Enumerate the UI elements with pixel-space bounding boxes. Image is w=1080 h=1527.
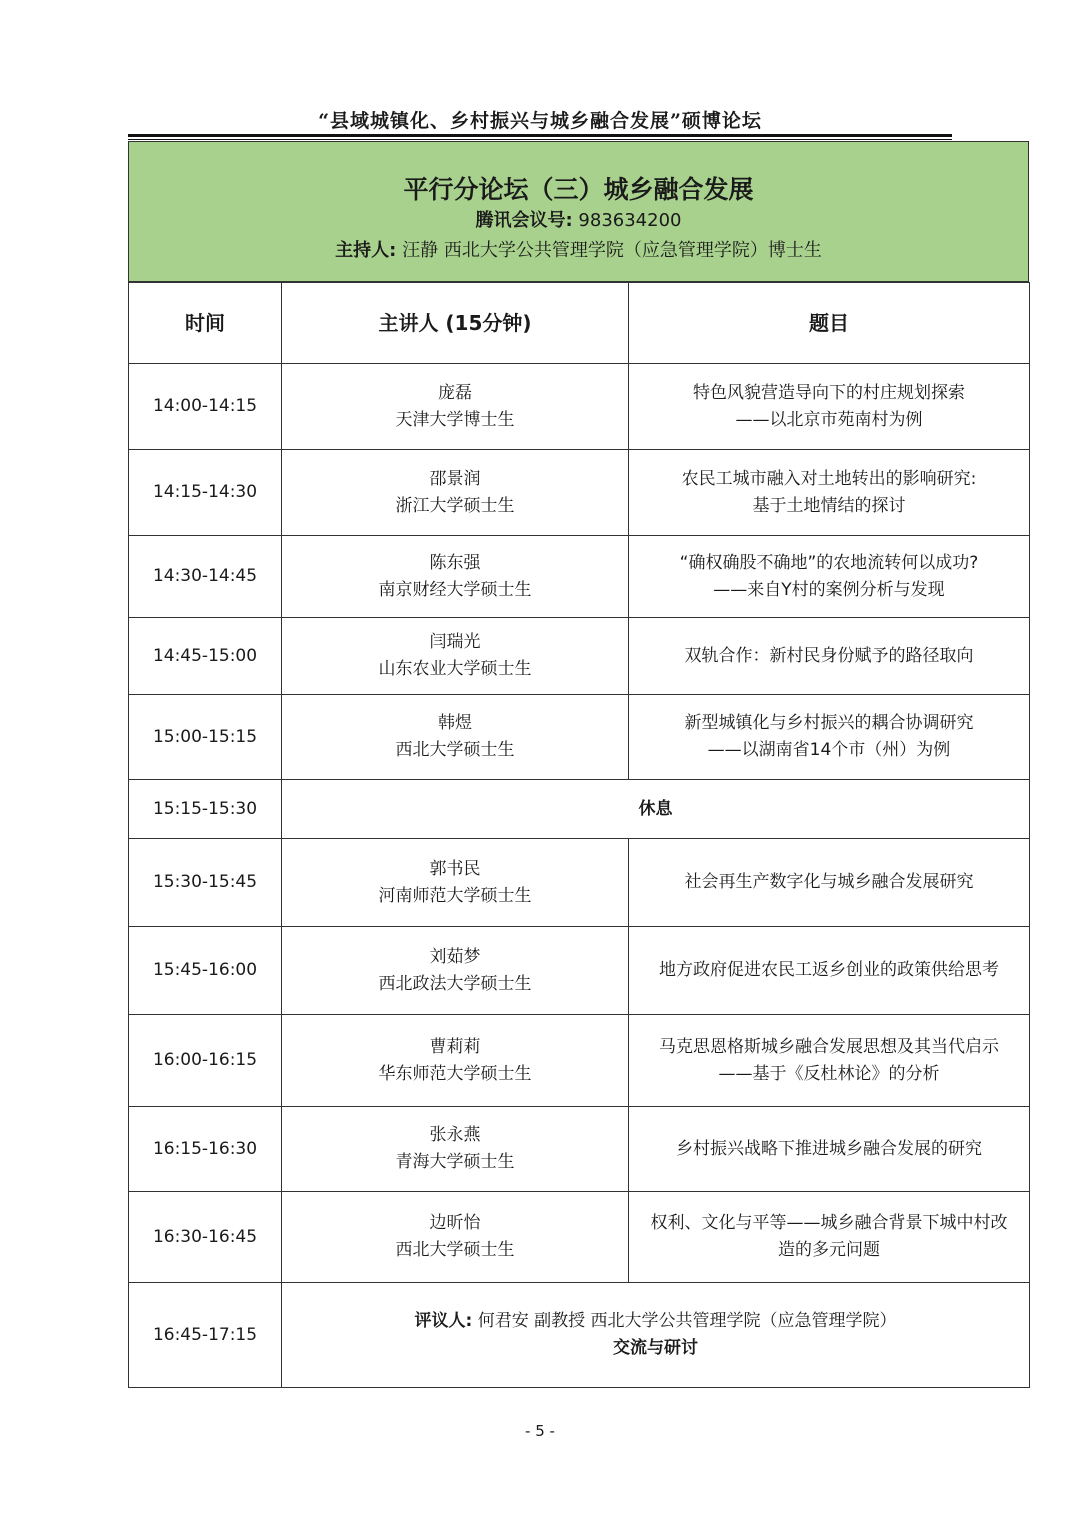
review-cell [282,1283,1030,1388]
topic-line-1: 社会再生产数字化与城乡融合发展研究 [684,872,974,892]
table-row [129,1015,1030,1107]
speaker-name: 闫瑞光 [429,632,481,652]
row-time: 14:45-15:00 [129,618,282,695]
speaker-name: 陈东强 [429,552,481,573]
topic-line-1: 农民工城市融入对土地转出的影响研究: [681,468,977,489]
session-title: 平行分论坛（三）城乡融合发展 [403,175,754,204]
row-time: 15:00-15:15 [129,695,282,780]
topic-line-2: 基于土地情结的探讨 [752,495,906,516]
speaker-name: 郭书民 [429,858,481,879]
table-row [129,450,1030,536]
speaker-affiliation: 天津大学博士生 [395,409,515,430]
header-topic: 题目 [629,283,1030,364]
speaker-name: 韩煜 [438,713,472,733]
review-time: 16:45-17:15 [129,1283,282,1388]
row-time: 14:15-14:30 [129,450,282,536]
break-time: 15:15-15:30 [129,780,282,839]
speaker-name: 邵景润 [429,468,481,489]
topic-line-1: 特色风貌营造导向下的村庄规划探索 [693,382,965,403]
row-topic [629,927,1030,1015]
table-row [129,839,1030,927]
topic-line-1: 新型城镇化与乡村振兴的耦合协调研究 [684,713,974,733]
speaker-affiliation: 河南师范大学硕士生 [378,885,532,906]
row-topic [629,364,1030,450]
table-row [129,927,1030,1015]
row-speaker [282,364,629,450]
host-label: 主持人: [335,240,397,261]
speaker-name: 刘茹梦 [429,946,481,967]
row-time: 15:30-15:45 [129,839,282,927]
row-topic [629,618,1030,695]
reviewer-label: 评议人: [414,1311,473,1331]
topic-line-1: “确权确股不确地”的农地流转何以成功? [679,552,979,573]
meeting-info [129,206,1028,232]
meeting-label: 腾讯会议号: [475,210,573,231]
speaker-affiliation: 西北大学硕士生 [395,740,515,760]
reviewer-text: 何君安 副教授 西北大学公共管理学院（应急管理学院） [477,1311,897,1331]
row-topic [629,839,1030,927]
review-row [129,1283,1030,1388]
table-header-row [129,283,1030,364]
topic-line-2: ——以北京市苑南村为例 [735,409,923,430]
host-text: 汪静 西北大学公共管理学院（应急管理学院）博士生 [402,240,822,261]
topic-line-2: ——基于《反杜林论》的分析 [718,1063,940,1084]
topic-line-2: ——来自Y村的案例分析与发现 [713,579,945,600]
row-time: 16:00-16:15 [129,1015,282,1107]
schedule-table [128,282,1030,1388]
row-topic [629,1107,1030,1192]
topic-line-2: ——以湖南省14个市（州）为例 [707,740,951,760]
topic-line-1: 地方政府促进农民工返乡创业的政策供给思考 [659,960,999,980]
speaker-affiliation: 南京财经大学硕士生 [378,579,532,600]
row-time: 14:30-14:45 [129,536,282,618]
topic-line-1: 权利、文化与平等——城乡融合背景下城中村改 [650,1213,1008,1233]
speaker-name: 庞磊 [438,382,472,403]
table-row [129,695,1030,780]
row-speaker [282,839,629,927]
row-time: 15:45-16:00 [129,927,282,1015]
row-speaker [282,618,629,695]
table-row [129,618,1030,695]
row-speaker [282,927,629,1015]
row-time: 14:00-14:15 [129,364,282,450]
row-time: 16:30-16:45 [129,1192,282,1283]
topic-line-1: 双轨合作：新村民身份赋予的路径取向 [684,645,974,666]
document-header-title: “县域城镇化、乡村振兴与城乡融合发展”硕博论坛 [318,110,762,132]
page-number: - 5 - [525,1422,555,1440]
speaker-name: 张永燕 [429,1125,481,1145]
table-row [129,536,1030,618]
header-rule [128,134,952,137]
row-topic [629,536,1030,618]
speaker-affiliation: 青海大学硕士生 [395,1152,515,1172]
header-rule-thin [128,139,952,140]
break-row [129,780,1030,839]
row-speaker [282,1192,629,1283]
speaker-affiliation: 西北政法大学硕士生 [378,973,532,994]
row-speaker [282,450,629,536]
speaker-name: 曹莉莉 [429,1036,481,1057]
row-topic [629,450,1030,536]
row-topic [629,695,1030,780]
host-info [129,236,1028,262]
session-banner [128,141,1029,282]
header-speaker: 主讲人 (15分钟) [282,283,629,364]
speaker-name: 边昕怡 [429,1213,481,1233]
topic-line-1: 乡村振兴战略下推进城乡融合发展的研究 [676,1138,982,1159]
row-speaker [282,1107,629,1192]
row-speaker [282,1015,629,1107]
meeting-id: 983634200 [578,210,682,231]
table-row [129,364,1030,450]
row-topic [629,1015,1030,1107]
speaker-affiliation: 浙江大学硕士生 [395,495,515,516]
row-time: 16:15-16:30 [129,1107,282,1192]
row-speaker [282,695,629,780]
table-row [129,1107,1030,1192]
topic-line-1: 马克思恩格斯城乡融合发展思想及其当代启示 [659,1036,999,1057]
table-row [129,1192,1030,1283]
speaker-affiliation: 华东师范大学硕士生 [378,1063,532,1084]
discussion-label: 交流与研讨 [613,1338,698,1358]
header-time: 时间 [129,283,282,364]
speaker-affiliation: 山东农业大学硕士生 [378,659,532,679]
row-speaker [282,536,629,618]
topic-line-2: 造的多元问题 [778,1240,880,1260]
speaker-affiliation: 西北大学硕士生 [395,1240,515,1260]
row-topic [629,1192,1030,1283]
break-label: 休息 [282,780,1030,839]
